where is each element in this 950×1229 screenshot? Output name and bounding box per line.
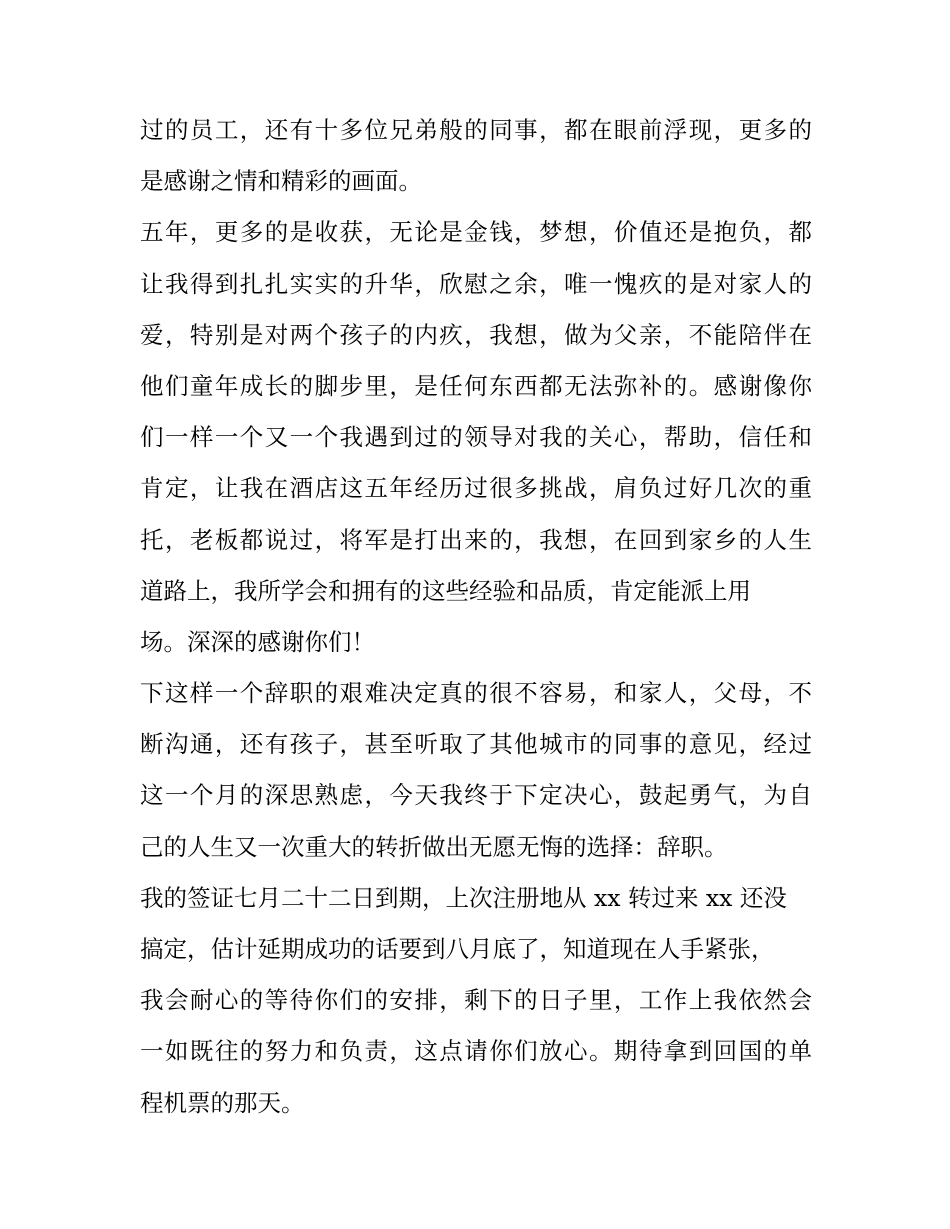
text-line: 断沟通，还有孩子，甚至听取了其他城市的同事的意见，经过 [140,730,812,759]
text-line: 一如既往的努力和负责，这点请你们放心。期待拿到回国的单 [140,1037,812,1066]
text-line: 下这样一个辞职的艰难决定真的很不容易，和家人，父母，不 [140,679,812,708]
text-line: 他们童年成长的脚步里，是任何东西都无法弥补的。感谢像你 [140,371,812,400]
text-line: 我的签证七月二十二日到期，上次注册地从 xx 转过来 xx 还没 [140,883,787,912]
text-line: 己的人生又一次重大的转折做出无愿无悔的选择：辞职。 [140,832,728,861]
text-line: 托，老板都说过，将军是打出来的，我想，在回到家乡的人生 [140,525,812,554]
text-line: 道路上，我所学会和拥有的这些经验和品质，肯定能派上用 [140,576,751,605]
text-line: 搞定，估计延期成功的话要到八月底了，知道现在人手紧张， [140,935,775,963]
text-line: 我会耐心的等待你们的安排，剩下的日子里，工作上我依然会 [140,986,812,1015]
text-line: 过的员工，还有十多位兄弟般的同事，都在眼前浮现，更多的 [140,116,812,144]
text-line: 是感谢之情和精彩的画面。 [140,167,422,196]
text-line: 爱，特别是对两个孩子的内疚，我想，做为父亲，不能陪伴在 [140,320,812,349]
text-line: 让我得到扎扎实实的升华，欣慰之余，唯一愧疚的是对家人的 [140,269,812,298]
paragraph-3 [140,668,812,873]
text-line: 场。深深的感谢你们！ [140,627,375,656]
text-line: 五年，更多的是收获，无论是金钱，梦想，价值还是抱负，都 [140,218,812,247]
paragraph-4 [140,873,812,1129]
document-body [140,105,812,1129]
text-line: 肯定，让我在酒店这五年经历过很多挑战，肩负过好几次的重 [140,474,812,503]
text-line: 程机票的那天。 [140,1088,305,1117]
paragraph-1 [140,105,812,207]
paragraph-2 [140,207,812,668]
text-line: 这一个月的深思熟虑，今天我终于下定决心，鼓起勇气，为自 [140,781,812,810]
text-line: 们一样一个又一个我遇到过的领导对我的关心，帮助，信任和 [140,423,812,452]
